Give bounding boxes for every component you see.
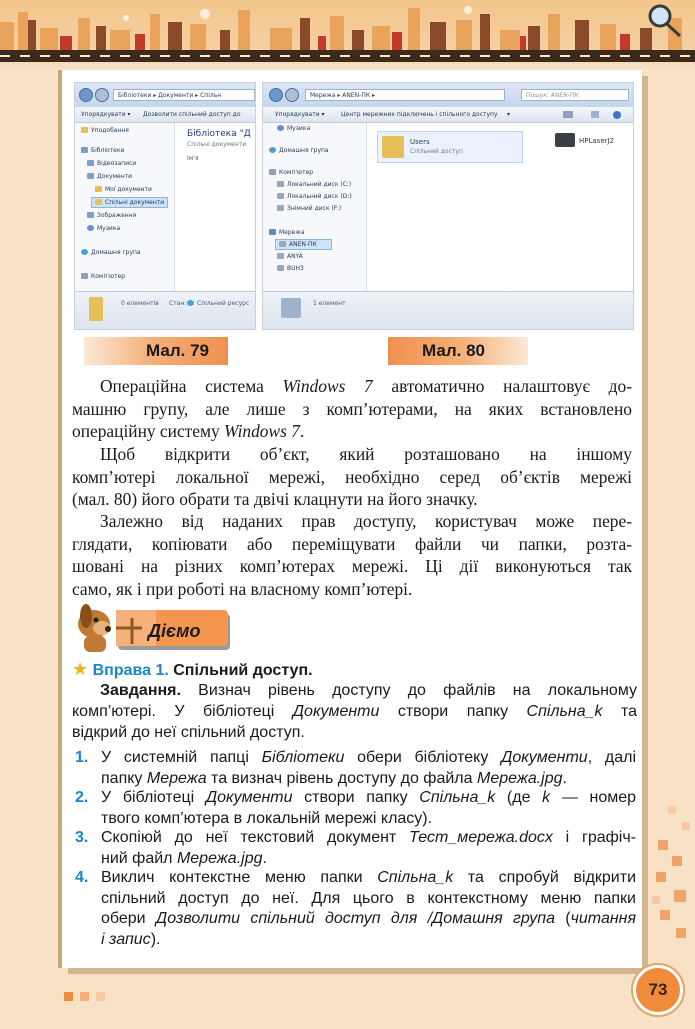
- exercise-header: [72, 659, 637, 743]
- nav-item: Уподобання: [81, 127, 129, 134]
- pc-large-icon: [281, 298, 301, 318]
- task-label: Завдання.: [100, 682, 181, 699]
- exercise-title-line: [72, 659, 637, 680]
- nav-item: ANYA: [277, 253, 303, 260]
- text-line: машню групу, але лише з комп’ютерами, на яких встановлено: [72, 398, 632, 419]
- computer-icon: [81, 273, 88, 279]
- column-header-name: Ім'я: [187, 155, 199, 162]
- nav-item: Відеозаписи: [87, 160, 136, 167]
- text-line: У бібліотеці Документи створи папку Спільна_k (де k — номер: [101, 789, 637, 806]
- library-icon: [81, 147, 88, 153]
- text-line: обери Дозволити спільний доступ для /Домашня група (читання: [101, 910, 636, 927]
- back-arrow-icon: [269, 88, 283, 102]
- decorative-squares: [648, 610, 695, 970]
- homegroup-icon: [269, 147, 276, 153]
- text-line: папку Мережа та визнач рівень доступу до файла Мережа.jpg.: [101, 769, 567, 787]
- caption-fig-79: Мал. 79: [84, 337, 228, 365]
- paragraph-1: [72, 375, 632, 443]
- caption-fig-80: Мал. 80: [388, 337, 528, 365]
- step-3: [101, 828, 636, 869]
- footer-square: [64, 992, 73, 1001]
- nav-item: BUH3: [277, 265, 304, 272]
- status-bar: [75, 291, 255, 329]
- paragraph-3: [72, 510, 632, 600]
- road-dash: [0, 55, 695, 57]
- back-arrow-icon: [79, 88, 93, 102]
- video-library-icon: [87, 160, 94, 166]
- step-2: [101, 788, 636, 829]
- star-icon: ★: [72, 659, 89, 679]
- printer-icon: [555, 133, 575, 147]
- nav-item: Музика: [277, 125, 310, 132]
- exercise-title: Спільний доступ.: [173, 662, 313, 679]
- disk-icon: [277, 181, 284, 187]
- window-titlebar: [263, 83, 633, 107]
- text-line: (мал. 80) його обрати та двічі клацнути на його значку.: [72, 489, 478, 509]
- forward-arrow-icon: [285, 88, 299, 102]
- nav-item-selected: ANEN-ПК: [275, 239, 332, 250]
- view-icon: [563, 111, 573, 118]
- text-line: ний файл Мережа.jpg.: [101, 849, 267, 867]
- nav-item: Комп'ютер: [269, 169, 313, 176]
- nav-item: Документи: [87, 173, 132, 180]
- explorer-toolbar: [263, 107, 633, 123]
- text-line: операційну систему Windows 7.: [72, 421, 305, 441]
- navigation-pane: [263, 123, 367, 291]
- address-bar: Мережа ▸ ANEN-ПК ▸: [305, 89, 505, 101]
- disk-icon: [277, 193, 284, 199]
- nav-item-selected: Спільні документи: [91, 197, 168, 208]
- shared-folder-item: [377, 131, 523, 163]
- text-line: У системній папці Бібліотеки обери бібліотеку Документи, далі: [101, 749, 637, 766]
- music-icon: [87, 225, 94, 231]
- folder-status: Спільний доступ: [410, 148, 463, 155]
- nav-item: Мережа: [269, 229, 304, 236]
- computer-icon: [269, 169, 276, 175]
- nav-item: Локальний диск (C:): [277, 181, 351, 188]
- pc-icon: [277, 265, 284, 271]
- step-number: 4.: [75, 869, 89, 886]
- pc-icon: [277, 253, 284, 259]
- nav-item: Зображення: [87, 212, 136, 219]
- status-shared: Спільний ресурс: [187, 300, 249, 307]
- folder-large-icon: [89, 297, 103, 321]
- text-line: відкрий до неї спільний доступ.: [72, 724, 305, 741]
- step-1: [101, 748, 636, 789]
- content-pane: [175, 123, 255, 291]
- footer-square: [80, 992, 89, 1001]
- text-line: спільний доступ до неї. Для цього в контекстному меню папки: [101, 889, 636, 907]
- step-number: 2.: [75, 789, 89, 806]
- people-icon: [187, 300, 194, 306]
- nav-item: Мої документи: [95, 186, 152, 193]
- nav-item: Комп'ютер: [81, 273, 125, 280]
- music-icon: [277, 125, 284, 131]
- exercise-number: Вправа 1.: [92, 662, 169, 679]
- text-line: твого комп’ютера в локальній мережі класу).: [101, 809, 433, 827]
- text-line: Завдання. Визнач рівень доступу до файлів на локальному: [100, 682, 637, 699]
- toolbar-organize: Упорядкувати ▾: [275, 111, 325, 118]
- network-icon: [269, 229, 276, 235]
- navigation-pane: [75, 123, 175, 291]
- top-decoration: [0, 0, 695, 70]
- library-subtitle: Спільні документи: [187, 141, 247, 148]
- paragraph-2: [72, 443, 632, 511]
- text-line: шовані на різних комп’ютерах мережі. Ці дії виконуються так: [72, 556, 632, 576]
- help-icon: [613, 111, 621, 119]
- section-label-act: Дiємо: [148, 621, 201, 641]
- printer-name: HPLaserJ2: [579, 137, 615, 145]
- status-state: Стан:: [169, 300, 187, 307]
- toolbar-network-center: Центр мережних підключень і спільного доступу: [341, 111, 498, 118]
- documents-library-icon: [87, 173, 94, 179]
- nav-item: Знімний диск (F:): [277, 205, 341, 212]
- folder-icon: [382, 136, 404, 158]
- content-pane: [367, 123, 633, 291]
- nav-item: Бібліотеки: [81, 147, 124, 154]
- nav-item: Локальний диск (D:): [277, 193, 352, 200]
- library-heading: Бібліотека "Д: [187, 129, 251, 139]
- pane-icon: [591, 111, 599, 118]
- text-line: Операційна система Windows 7 автоматично налаштовує до-: [100, 376, 632, 396]
- text-line: і запис).: [101, 930, 161, 948]
- forward-arrow-icon: [95, 88, 109, 102]
- text-line: Щоб відкрити об’єкт, який розташовано на іншому: [100, 444, 632, 464]
- explorer-toolbar: [75, 107, 255, 123]
- page-number-badge: [633, 965, 683, 1015]
- screenshot-fig-80: [262, 82, 634, 330]
- folder-icon: [95, 186, 102, 192]
- text-line: Виклич контекстне меню папки Спільна_k та спробуй відкрити: [101, 869, 637, 886]
- address-bar: Бібліотеки ▸ Документи ▸ Спільн: [113, 89, 255, 101]
- text-line: Залежно від наданих прав доступу, користувач може пере-: [100, 511, 632, 531]
- shared-folder-icon: [95, 199, 102, 205]
- toolbar-share: Дозволити спільний доступ до: [143, 111, 241, 118]
- status-count: 1 елемент: [313, 300, 346, 307]
- text-line: само, як і при роботі на власному комп’ютері.: [72, 578, 413, 599]
- step-4: [101, 868, 636, 950]
- step-number: 3.: [75, 829, 89, 846]
- footer-square: [96, 992, 105, 1001]
- status-count: 0 елементів: [121, 300, 159, 307]
- nav-item: Музика: [87, 225, 120, 232]
- text-line: комп’ютері. У бібліотеці Документи створи папку Спільна_k та: [72, 703, 637, 720]
- nav-item: Домашня група: [269, 147, 329, 154]
- search-box: Пошук: ANEN-ПК: [521, 89, 629, 101]
- removable-disk-icon: [277, 205, 284, 211]
- homegroup-icon: [81, 249, 88, 255]
- star-folder-icon: [81, 127, 88, 133]
- text-line: глядати, копіювати або переміщувати файли чи папки, розта-: [72, 533, 632, 554]
- toolbar-organize: Упорядкувати ▾: [81, 111, 131, 118]
- status-bar: [263, 291, 633, 329]
- nav-item: Домашня група: [81, 249, 141, 256]
- toolbar-dropdown: ▾: [507, 111, 511, 118]
- pc-icon: [279, 241, 286, 247]
- text-line: комп’ютері локальної мережі, необхідно серед об’єктів мережі: [72, 466, 632, 487]
- page-number: 73: [648, 980, 668, 999]
- window-titlebar: [75, 83, 255, 107]
- pictures-library-icon: [87, 212, 94, 218]
- step-number: 1.: [75, 749, 89, 766]
- folder-name: Users: [410, 138, 430, 146]
- screenshot-fig-79: [74, 82, 256, 330]
- text-line: Скопіюй до неї текстовий документ Тест_мережа.docx і графіч-: [101, 829, 637, 846]
